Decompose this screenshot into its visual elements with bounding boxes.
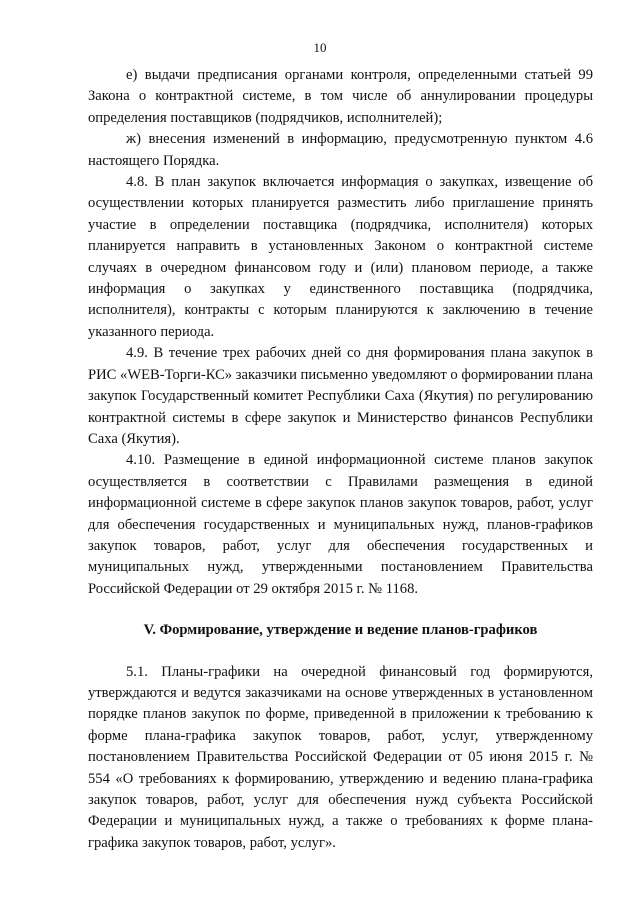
page-number: 10 (313, 40, 327, 55)
paragraph-4-10: 4.10. Размещение в единой информационной системе планов закупок осуществляется в соответствии с Правилами размещения в единой информационной системе в сфере закупок планов закупок товаров, работ, услуг для обеспечения государственных и муниципальных нужд, планов-графиков закупок товаров, работ, услуг для обеспечения государственных и муниципальных нужд, утвержденными постановлением Правительства Российской Федерации от 29 октября 2015 г. № 1168. (88, 452, 593, 597)
document-body (88, 65, 593, 854)
paragraph-e: е) выдачи предписания органами контроля, определенными статьей 99 Закона о контрактной системе, в том числе об аннулировании процедуры определения поставщиков (подрядчиков, исполнителей); (88, 67, 593, 126)
paragraph-4-8: 4.8. В план закупок включается информация о закупках, извещение об осуществлении которых планируется разместить либо приглашение принять участие в определении поставщика (подрядчика, исполнителя) которых планируется направить в установленных Законом о контрактной системе случаях в очередном финансовом году и (или) плановом периоде, а также информация о закупках у единственного поставщика (подрядчика, исполнителя), контракты с которым планируются к заключению в течение указанного периода. (88, 174, 593, 340)
section-heading: V. Формирование, утверждение и ведение планов-графиков (143, 622, 538, 639)
paragraph-4-9: 4.9. В течение трех рабочих дней со дня формирования плана закупок в РИС «WEB-Торги-КС» заказчики письменно уведомляют о формировании плана закупок Государственный комитет Республики Саха (Якутия) по регулированию контрактной системы в сфере закупок и Министерство финансов Республики Саха (Якутия). (88, 345, 593, 447)
paragraph-zh: ж) внесения изменений в информацию, предусмотренную пунктом 4.6 настоящего Порядка. (88, 131, 593, 169)
paragraph-5-1: 5.1. Планы-графики на очередной финансовый год формируются, утверждаются и ведутся заказчиками на основе утвержденных в установленном порядке планов закупок по форме, приведенной в приложении к требованию к форме плана-графика закупок товаров, работ, услуг, утвержденному постановлением Правительства Российской Федерации от 05 июня 2015 г. № 554 «О требованиях к формированию, утверждению и ведению плана-графика закупок товаров, работ, услуг для обеспечения нужд субъекта Российской Федерации и муниципальных нужд, а также о требованиях к форме плана-графика закупок товаров, работ, услуг». (88, 663, 593, 851)
